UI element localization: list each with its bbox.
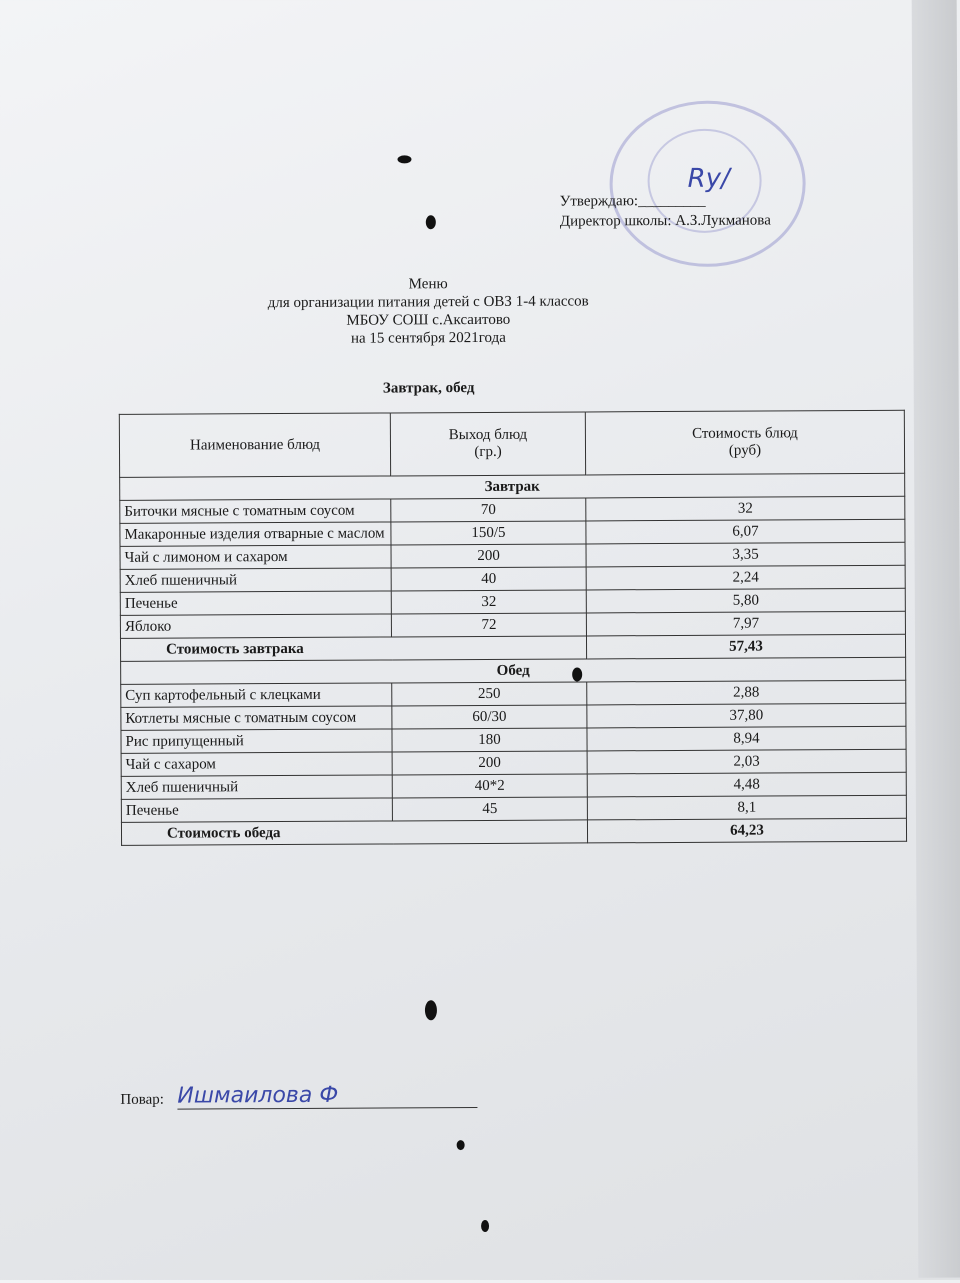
cook-label: Повар: (120, 1091, 164, 1108)
dish-weight: 70 (391, 498, 586, 522)
title-line: Меню (408, 276, 448, 293)
dish-weight: 60/30 (392, 705, 587, 729)
dish-cost: 8,94 (587, 726, 906, 751)
ink-blot (425, 1000, 437, 1020)
header-row (119, 410, 904, 477)
ink-blot (572, 667, 582, 681)
ink-blot (457, 1140, 465, 1150)
dish-cost: 3,35 (586, 542, 905, 567)
dish-name: Яблоко (120, 614, 391, 638)
dish-weight: 250 (392, 682, 587, 706)
total-value: 57,43 (586, 634, 905, 659)
dish-cost: 8,1 (587, 795, 906, 820)
col-header-cost: Стоимость блюд (руб) (585, 410, 904, 475)
dish-weight: 150/5 (391, 521, 586, 545)
dish-cost: 4,48 (587, 772, 906, 797)
document-title (0, 273, 858, 350)
dish-cost: 5,80 (586, 588, 905, 613)
section-label: Обед (121, 657, 906, 684)
director-signature: Ry/ (687, 163, 730, 194)
dish-weight: 200 (391, 544, 586, 568)
dish-cost: 2,88 (587, 680, 906, 705)
dish-weight: 200 (392, 751, 587, 775)
approve-label: Утверждаю:_________ (559, 192, 706, 210)
dish-name: Котлеты мясные с томатным соусом (121, 706, 392, 730)
dish-name: Рис припущенный (121, 729, 392, 753)
total-label: Стоимость обеда (121, 820, 587, 845)
dish-weight: 32 (391, 590, 586, 614)
dish-cost: 6,07 (586, 519, 905, 544)
dish-name: Хлеб пшеничный (120, 568, 391, 592)
dish-cost: 32 (586, 496, 905, 521)
ink-blot (481, 1220, 489, 1232)
total-value: 64,23 (587, 818, 906, 843)
col-header-weight: Выход блюд (гр.) (390, 412, 585, 476)
dish-cost: 2,24 (586, 565, 905, 590)
dish-cost: 7,97 (586, 611, 905, 636)
dish-name: Биточки мясные с томатным соусом (120, 499, 391, 523)
col-header-name: Наименование блюд (119, 413, 390, 477)
director-name: Директор школы: А.З.Лукманова (559, 212, 771, 230)
dish-name: Хлеб пшеничный (121, 775, 392, 799)
dish-weight: 40*2 (392, 774, 587, 798)
title-line: на 15 сентября 2021года (350, 329, 506, 347)
section-label: Завтрак (120, 473, 905, 500)
menu-table (119, 410, 907, 846)
dish-cost: 2,03 (587, 749, 906, 774)
section-title: Завтрак, обед (382, 380, 475, 397)
page-edge (912, 0, 960, 1278)
dish-cost: 37,80 (587, 703, 906, 728)
dish-weight: 45 (392, 797, 587, 821)
dish-name: Макаронные изделия отварные с маслом (120, 522, 391, 546)
dish-name: Печенье (121, 798, 392, 822)
dish-name: Чай с лимоном и сахаром (120, 545, 391, 569)
total-label: Стоимость завтрака (120, 636, 586, 661)
cook-signature: Ишмаилова Ф (177, 1082, 477, 1110)
ink-blot (426, 215, 436, 229)
dish-weight: 40 (391, 567, 586, 591)
dish-weight: 72 (391, 613, 586, 637)
dish-name: Печенье (120, 591, 391, 615)
title-line: для организации питания детей с ОВЗ 1-4 классов (267, 293, 589, 312)
total-row (121, 818, 906, 845)
dish-name: Суп картофельный с клецками (121, 683, 392, 707)
ink-blot (397, 155, 411, 163)
dish-name: Чай с сахаром (121, 752, 392, 776)
title-line: МБОУ СОШ с.Аксаитово (346, 311, 511, 329)
dish-weight: 180 (392, 728, 587, 752)
approval-block (560, 190, 771, 231)
